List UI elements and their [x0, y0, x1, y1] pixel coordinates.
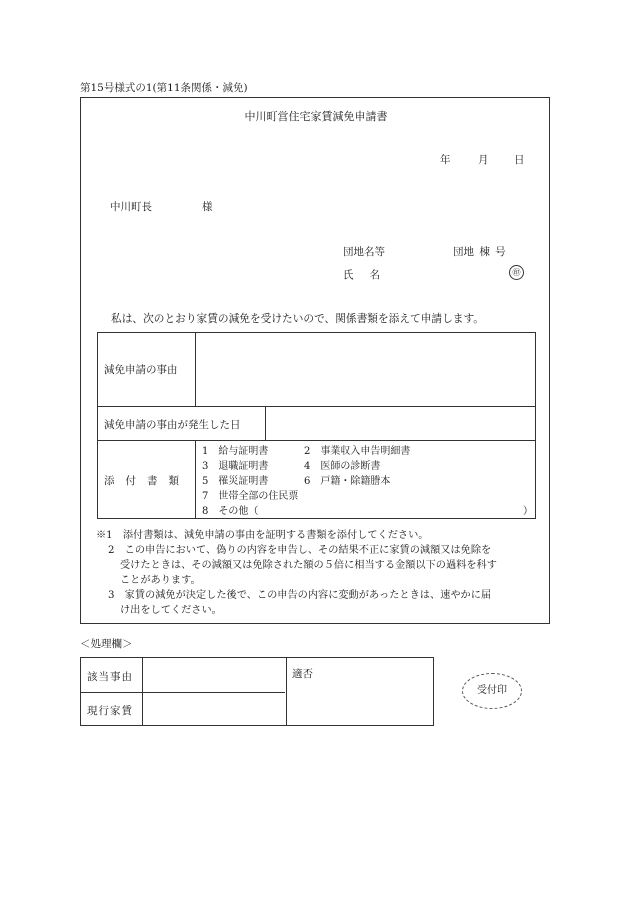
reduction-reason-label: 減免申請の事由 [104, 364, 178, 376]
addressee-name: 中川町長 [110, 201, 152, 213]
note-line: 3 家賃の減免が決定した後で、この申告の内容に変動があったときは、速やかに届 [108, 590, 492, 601]
reception-stamp: 受付印 [462, 673, 522, 709]
note-line: 受けたときは、その減額又は免除された額の５倍に相当する金額以下の過料を科す [120, 560, 497, 571]
seal-mark: ㊞ [509, 265, 524, 280]
attachment-item: 4 医師の診断書 [304, 461, 381, 472]
attachment-item: 2 事業収入申告明細書 [304, 446, 411, 457]
attachment-item: 1 給与証明書 [202, 446, 269, 457]
attachment-item: 6 戸籍・除籍謄本 [304, 476, 391, 487]
note-line: 2 この申告において、偽りの内容を申告し、その結果不正に家賃の減額又は免除を [108, 545, 492, 556]
document-title: 中川町営住宅家賃減免申請書 [244, 110, 388, 123]
note-line: ※1 添付書類は、減免申請の事由を証明する書類を添付してください。 [96, 530, 429, 541]
row-divider [98, 440, 535, 441]
note-line: け出をしてください。 [120, 605, 222, 616]
attachment-item: 7 世帯全部の住民票 [202, 491, 299, 502]
processing-section-label: ＜処理欄＞ [80, 638, 133, 650]
form-number: 第15号様式の1(第11条関係・減免) [80, 82, 248, 94]
application-statement: 私は、次のとおり家賃の減免を受けたいので、関係書類を添えて申請します。 [111, 312, 484, 325]
applicable-reason-label: 該当事由 [87, 671, 133, 683]
row-divider [98, 406, 535, 407]
approval-label: 適否 [292, 668, 313, 680]
column-divider [195, 333, 196, 406]
addressee-honorific: 様 [202, 201, 213, 213]
attachment-item: 3 退職証明書 [202, 461, 269, 472]
column-divider [265, 406, 266, 440]
danchi-label: 団地名等 [343, 246, 385, 258]
attachments-label: 添付書類 [104, 475, 190, 487]
application-frame [80, 97, 550, 624]
column-divider [286, 658, 287, 725]
attachment-item: 8 その他（ [202, 506, 259, 517]
processing-table [80, 657, 434, 726]
attachment-item: 5 罹災証明書 [202, 476, 269, 487]
row-divider [81, 692, 285, 693]
danchi-building-number-label: 団地 棟 号 [453, 246, 506, 258]
date-month-label: 月 [478, 154, 489, 166]
date-year-label: 年 [440, 154, 451, 166]
current-rent-label: 現行家賃 [87, 705, 133, 717]
date-day-label: 日 [514, 154, 525, 166]
attachment-close-paren: ） [523, 506, 533, 517]
note-line: ことがあります。 [120, 575, 201, 586]
reason-date-label: 減免申請の事由が発生した日 [104, 419, 241, 431]
application-table [97, 332, 536, 519]
applicant-name-label: 氏名 [343, 269, 396, 281]
column-divider [195, 440, 196, 519]
